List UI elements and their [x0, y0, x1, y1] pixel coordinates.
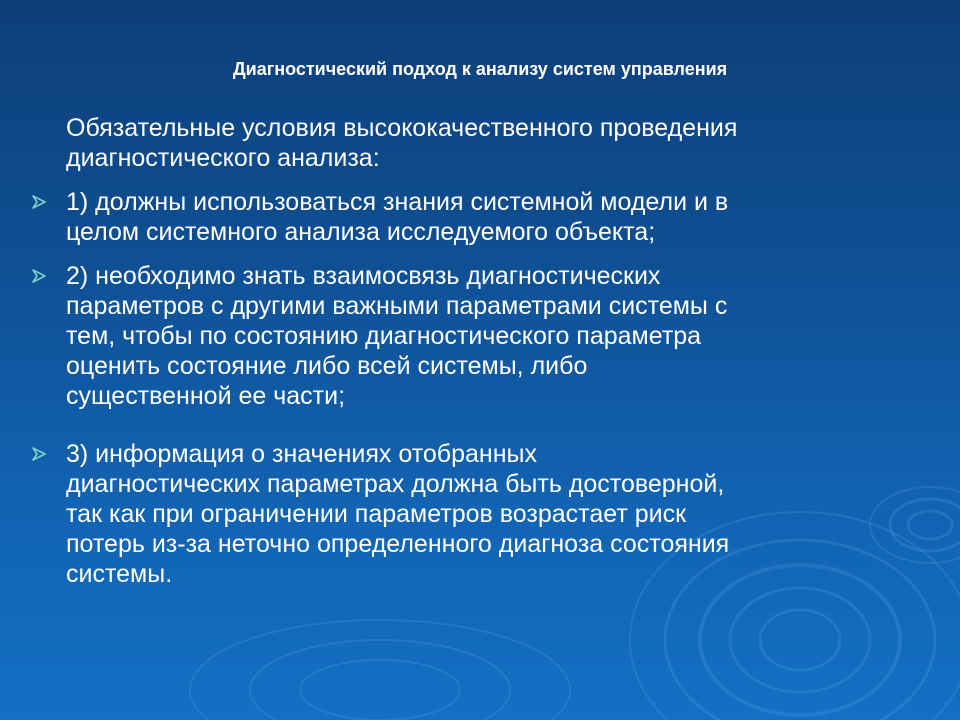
bullet-item-1: 1) должны использоваться знания системной модели и в целом системного анализа исследуемого объекта; [66, 188, 729, 246]
chevron-arrow-icon [31, 268, 47, 284]
slide-title: Диагностический подход к анализу систем управления [232, 59, 728, 79]
bullet-item-2: 2) необходимо знать взаимосвязь диагностических параметров с другими важными параметрами системы с тем, чтобы по состоянию диагностического параметра оценить состояние либо всей системы, либо существенной ее части; [66, 262, 728, 410]
bullet-item-3: 3) информация о значениях отобранных диагностических параметрах должна быть достоверной, так как при ограничении параметров возрастает риск потерь из-за неточно определенного диагноза состояния системы. [66, 440, 730, 588]
chevron-arrow-icon [31, 446, 47, 462]
chevron-arrow-icon [31, 194, 47, 210]
intro-text: Обязательные условия высококачественного проведения диагностического анализа: [66, 114, 738, 172]
